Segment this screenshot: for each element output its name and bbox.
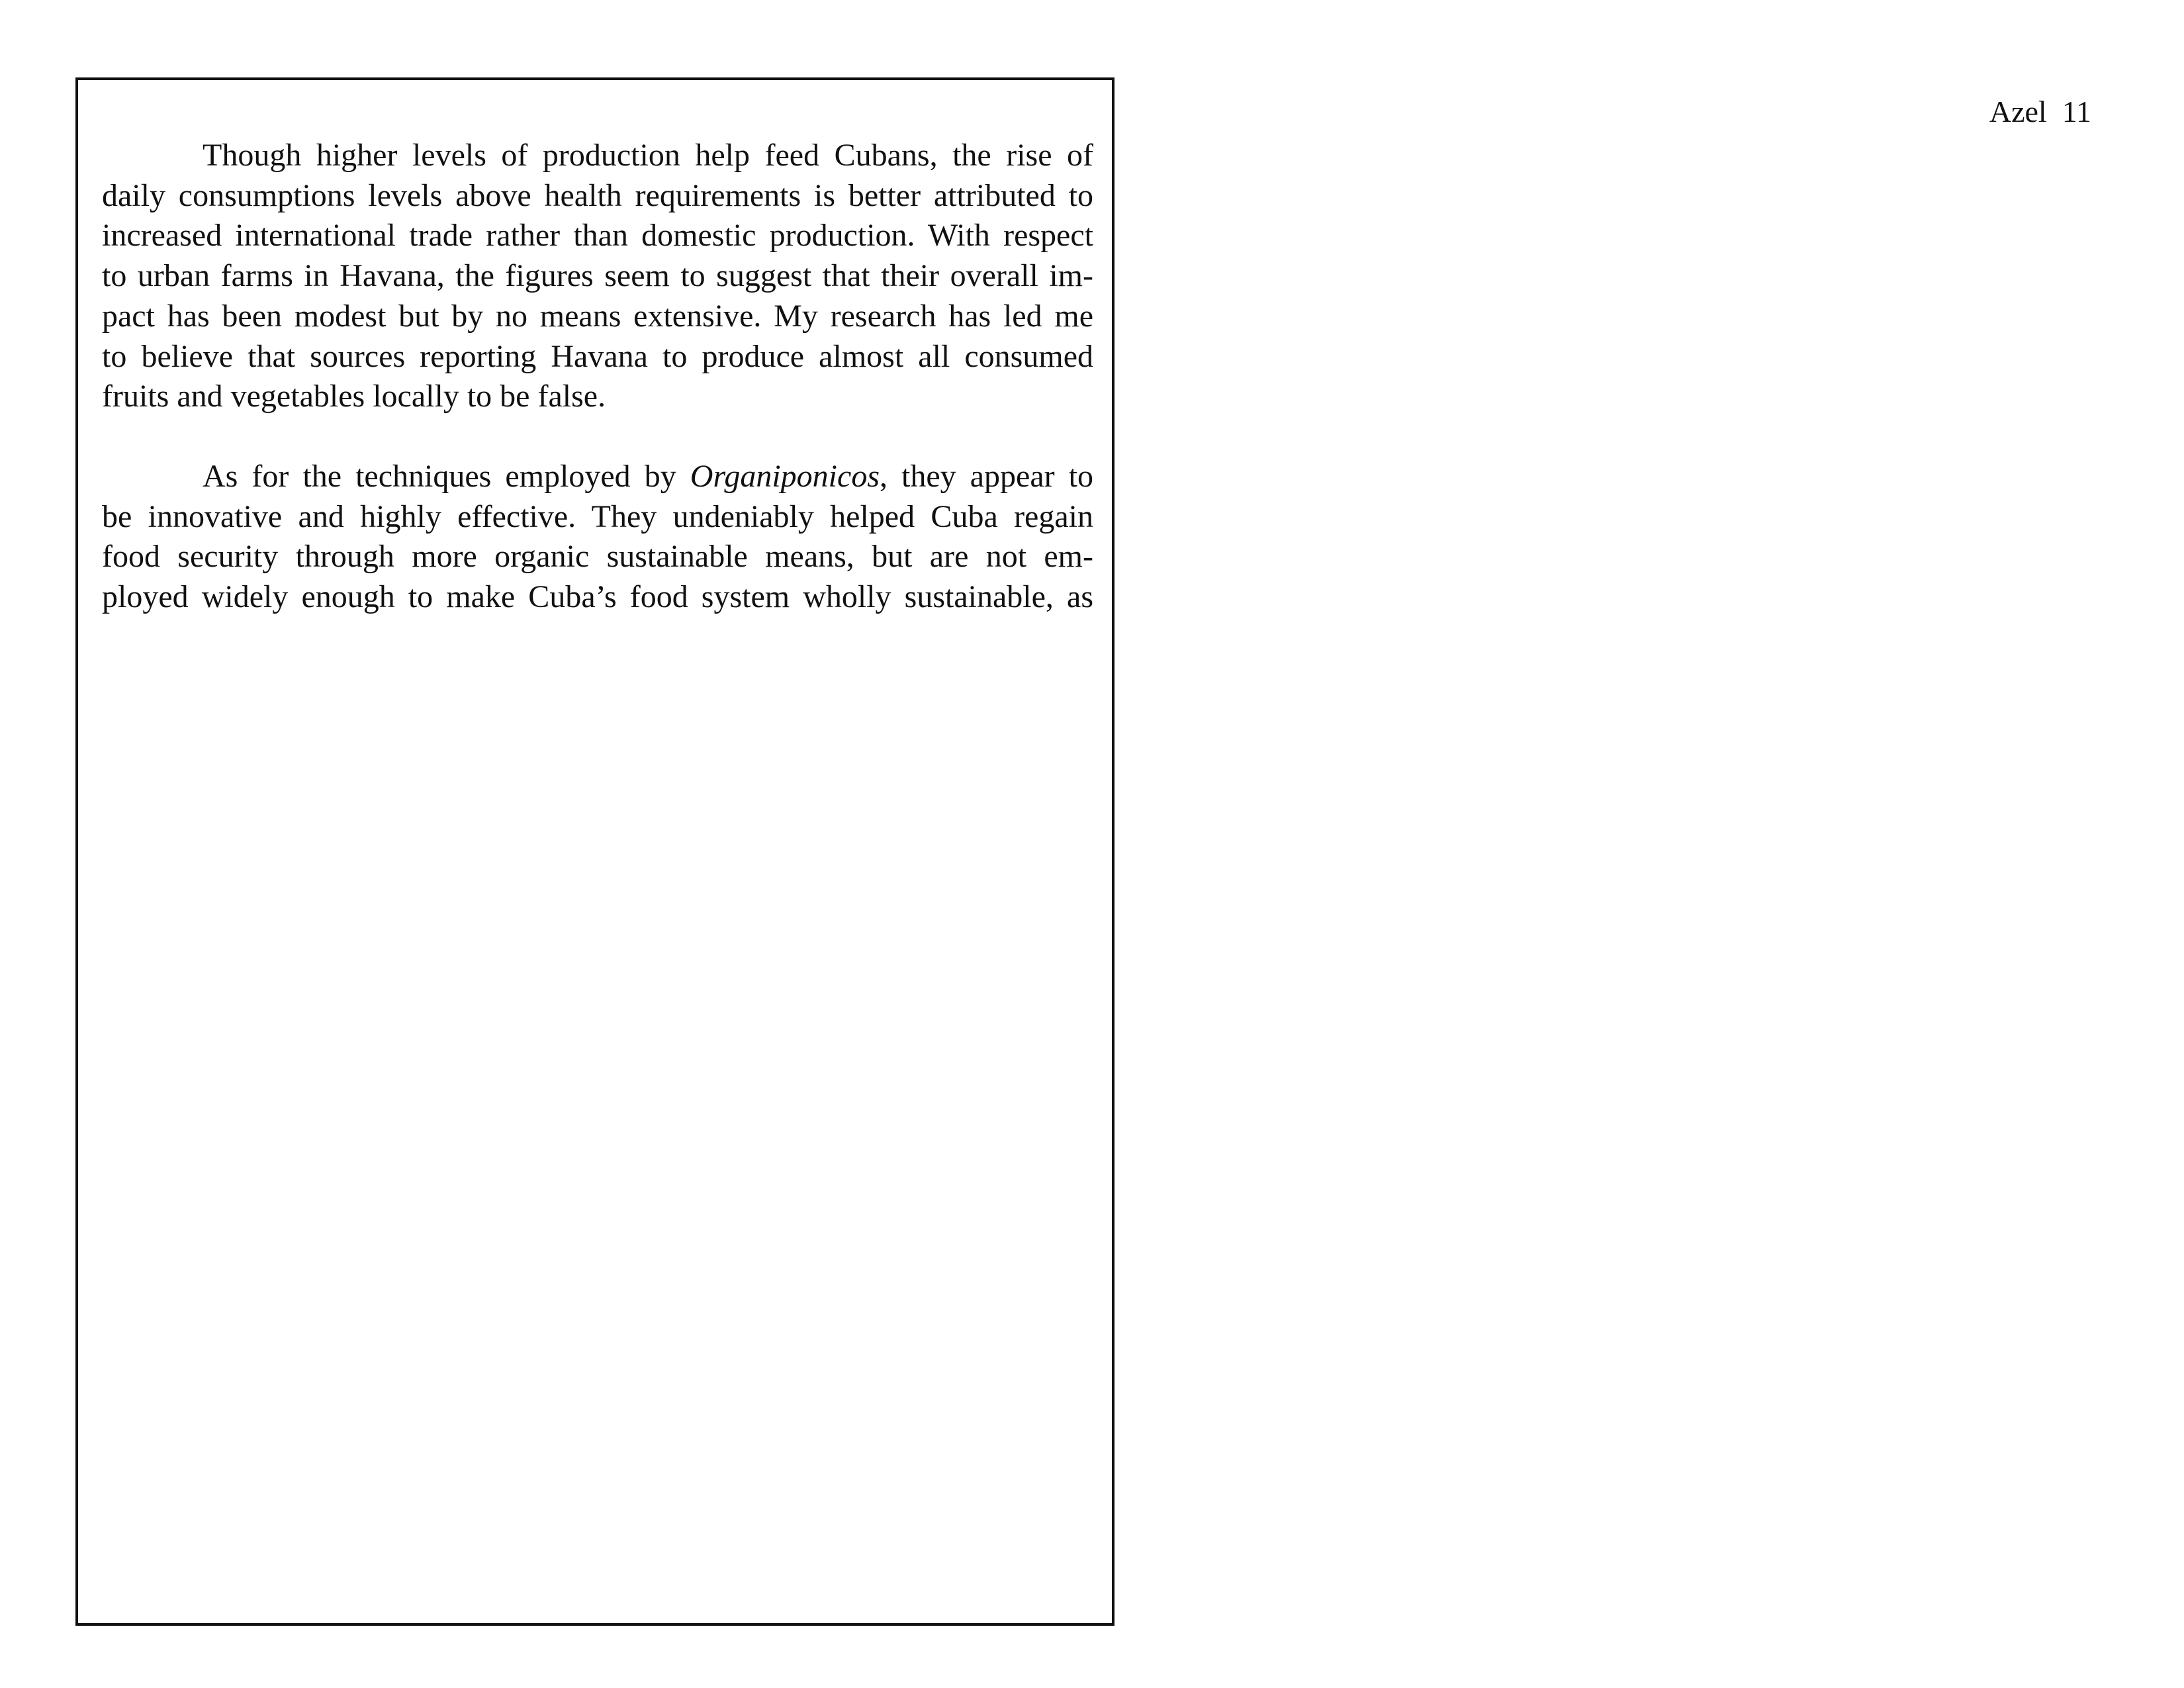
paragraph-line: to urban farms in Havana, the figures seem to suggest that their overall im- bbox=[102, 258, 1093, 294]
paragraph-line: ployed widely enough to make Cuba’s food system wholly sustainable, as bbox=[102, 579, 1093, 615]
paragraph-line: pact has been modest but by no means extensive. My research has led me bbox=[102, 298, 1093, 334]
text-run: , they appear to bbox=[880, 458, 1094, 494]
paragraph-line: increased international trade rather than domestic production. With respect bbox=[102, 218, 1093, 254]
header-page-number: 11 bbox=[2062, 95, 2091, 128]
header-author: Azel bbox=[1989, 95, 2047, 128]
paragraph-1 bbox=[102, 136, 1093, 417]
page-header bbox=[1989, 93, 2091, 131]
italic-term: Organiponicos bbox=[690, 458, 880, 494]
paragraph-line: Though higher levels of production help feed Cubans, the rise of bbox=[203, 138, 1093, 173]
body-text bbox=[102, 136, 1093, 618]
text-run: As for the techniques employed by bbox=[203, 458, 690, 494]
paragraph-line: be innovative and highly effective. They undeniably helped Cuba regain bbox=[102, 498, 1093, 534]
paragraph-line: food security through more organic sustainable means, but are not em- bbox=[102, 539, 1093, 575]
paragraph-line: to believe that sources reporting Havana to produce almost all consumed bbox=[102, 338, 1093, 374]
paragraph-line bbox=[102, 457, 1093, 497]
paragraph-2 bbox=[102, 457, 1093, 618]
paragraph-line: fruits and vegetables locally to be false. bbox=[102, 379, 606, 414]
paragraph-line: daily consumptions levels above health requirements is better attributed to bbox=[102, 177, 1093, 213]
text-box bbox=[75, 77, 1115, 1626]
